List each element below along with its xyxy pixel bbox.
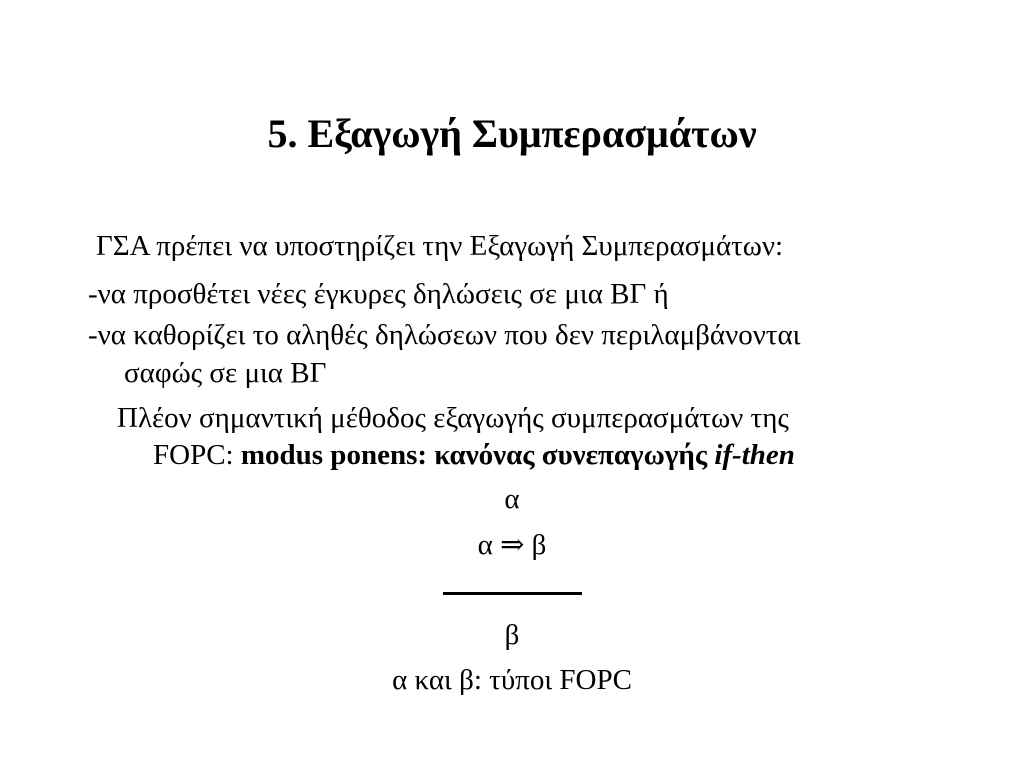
formula-conclusion: β — [504, 619, 520, 651]
formula-premise-1: α — [504, 483, 520, 515]
formula-premise-2: α ⇒ β — [477, 529, 547, 561]
if-then-label: if-then — [714, 439, 795, 471]
bullet-determine-truth-line1: -να καθορίζει το αληθές δηλώσεων που δεν περιλαμβάνονται — [88, 319, 801, 351]
main-point-line1: Πλέον σημαντική μέθοδος εξαγωγής συμπερασμάτων της — [117, 402, 789, 434]
main-point-prefix: FOPC: — [153, 439, 241, 471]
slide-title: 5. Εξαγωγή Συμπερασμάτων — [267, 111, 757, 156]
bullet-determine-truth-line2: σαφώς σε μια ΒΓ — [124, 357, 327, 389]
main-point-line2 — [153, 437, 795, 473]
intro-text: ΓΣΑ πρέπει να υποστηρίζει την Εξαγωγή Συμπερασμάτων: — [96, 230, 784, 262]
inference-rule-line — [443, 592, 582, 595]
bullet-add-statements: -να προσθέτει νέες έγκυρες δηλώσεις σε μια ΒΓ ή — [88, 278, 669, 310]
formula-note: α και β: τύποι FOPC — [392, 664, 632, 696]
modus-ponens-label: modus ponens: κανόνας συνεπαγωγής — [240, 439, 715, 471]
